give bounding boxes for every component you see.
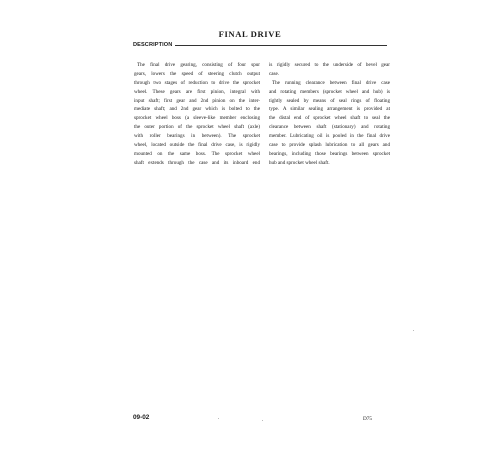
text-line: mounted on the same boss. The sprocket wheel [134,150,260,157]
text-line: mediate shaft; and 2nd gear which is bolted to the [134,106,260,113]
text-line: case. [269,70,280,77]
section-header [133,40,387,50]
text-line: the outer portion of the sprocket wheel shaft (axle) [134,124,260,131]
text-line: tightly sealed by means of seal rings of floating [269,97,390,104]
text-line: The final drive gearing, consisting of four spur [137,62,260,68]
section-divider [175,45,387,46]
section-heading: DESCRIPTION [133,42,173,48]
text-line: sprocket wheel boss (a sleeve-like member enclosing [134,115,260,122]
text-line: hub and sprocket wheel shaft. [269,159,330,166]
right-text-column [269,61,390,168]
text-line: clearance between shaft (stationary) and rotating [269,124,390,131]
text-line: and rotating members (sprocket wheel and hub) is [269,88,390,95]
text-line: with roller bearings in between). The sprocket [134,133,260,140]
footer-section-code: 09-02 [133,414,150,421]
left-text-column [134,61,260,168]
text-line: the distal end of sprocket wheel shaft to seal the [269,115,390,122]
text-line: type. A similar sealing arrangement is provided at [269,106,390,113]
text-line: through two stages of reduction to drive the sprocket [134,79,260,86]
scan-speck [413,330,414,331]
text-line: wheel, located outside the final drive case, is rigidly [134,142,260,149]
footer-model-code: D75 [363,416,372,422]
text-line: input shaft; first gear and 2nd pinion on the inter- [134,97,260,104]
text-line: wheel. These gears are first pinion, integral with [134,88,260,95]
scan-speck [262,420,263,421]
text-line: case to provide splash lubrication to all gears and [269,142,390,149]
text-line: bearings, including those bearings between sprocket [269,150,390,157]
text-line: The running clearance between final drive case [272,79,390,86]
page-title: FINAL DRIVE [218,29,282,39]
text-line: gears, lowers the speed of steering clutch output [134,70,260,77]
text-line: shaft extends through the case and its inboard end [134,159,260,166]
text-line: member. Lubricating oil is pooled in the final drive [269,133,390,140]
scan-speck [218,418,219,419]
text-line: is rigidly secured to the underside of bevel gear [269,62,390,68]
